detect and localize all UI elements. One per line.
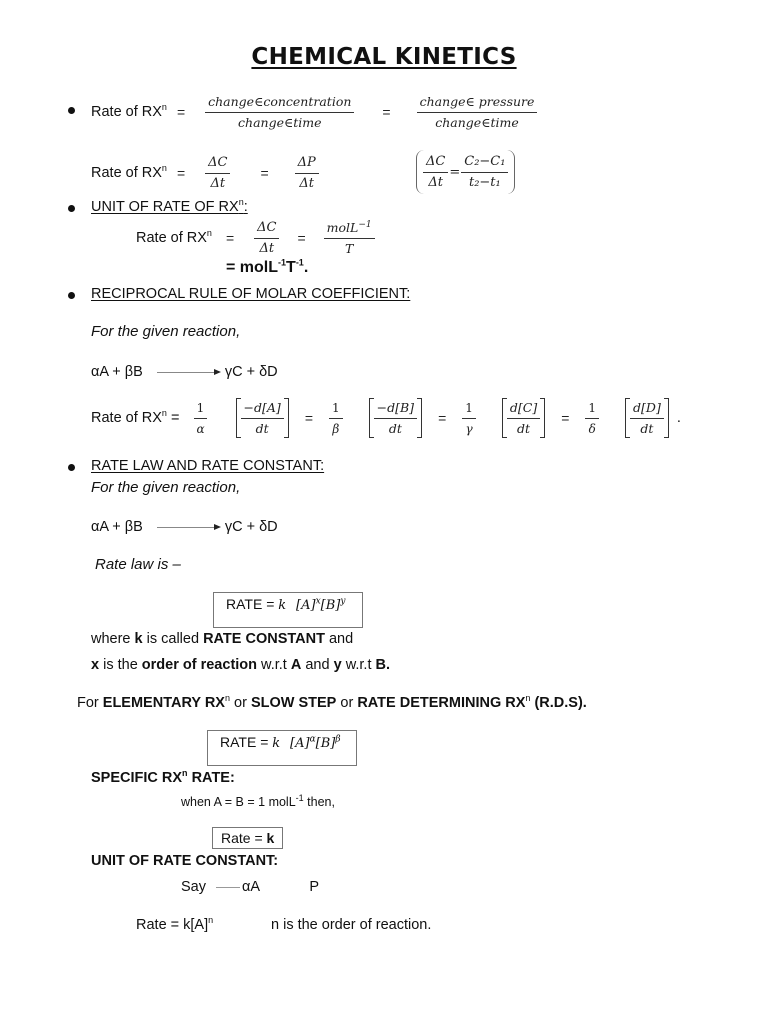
bullet (68, 205, 75, 212)
reaction-equation: αA + βB γC + δD (91, 519, 278, 535)
fraction-pressure: $\frac{\text{change∈ pressure}}{\text{change∈time}}$ (417, 94, 538, 131)
specific-rate-heading: SPECIFIC $RX^n$ RATE: (91, 768, 235, 786)
equals-sign: = (176, 104, 186, 120)
reciprocal-rate-equation: Rate of $RX^n$ = $\frac{1}{\alpha}$ $\frac{-d[A]}{dt}$ = $\frac{1}{\beta}$ $\frac{-d[B]}{dt}$ = $\frac{1}{\gamma}$ $\frac{d[C]}{dt}$ = $\frac{1}{\delta}$ $\frac{d[D]}{dt}$ . (91, 396, 681, 440)
page-title: CHEMICAL KINETICS (251, 44, 517, 70)
order-definition: x is the order of reaction w.r.t A and y w.r.t B. (91, 657, 391, 673)
rate-constant-definition: where k is called RATE CONSTANT and (91, 631, 354, 647)
fraction-dc-dt: $\frac{\Delta C}{\Delta t}$ (205, 155, 230, 192)
intro-text: For the given reaction, (91, 323, 241, 340)
order-note: n is the order of reaction. (271, 917, 432, 933)
specific-rate-condition: when A = B = 1 molL$^{-1}$ then, (181, 792, 335, 809)
section-heading-rate-law: RATE LAW AND RATE CONSTANT: (91, 458, 325, 474)
rate-law-box: RATE = k $[A]^x[B]^y$ (213, 592, 363, 628)
unit-rate-result: = $molL^{-1}T^{-1}$. (226, 257, 309, 276)
equals-sign: = (382, 104, 391, 120)
rate-label: Rate of $RX^n$ (91, 102, 167, 120)
bullet (68, 292, 75, 299)
unit-rate-equation: Rate of $RX^n$ = $\frac{\Delta C}{\Delta t}$ = $\frac{molL^{-1}}{T}$ (136, 218, 375, 258)
arrow-line (216, 887, 240, 888)
bullet (68, 464, 75, 471)
rate-equals-k-box: Rate = k (212, 827, 283, 849)
intro-text: For the given reaction, (91, 479, 241, 496)
arrow-icon (157, 372, 215, 373)
section-heading-unit-rate: UNIT OF RATE OF $RX^n$: (91, 197, 248, 215)
rate-order-equation: Rate = $k[A]^n$ (136, 915, 214, 933)
unit-rate-constant-heading: UNIT OF RATE CONSTANT: (91, 853, 279, 869)
rate-delta-line: Rate of $RX^n$ = $\frac{\Delta C}{\Delta t}$ = $\frac{\Delta P}{\Delta t}$ (91, 152, 319, 194)
say-reaction: Say αA P (181, 879, 319, 895)
rate-law-label: Rate law is – (95, 556, 181, 573)
section-heading-reciprocal: RECIPROCAL RULE OF MOLAR COEFFICIENT: (91, 286, 411, 302)
delta-definition: $\frac{\Delta C}{\Delta t}$ = $\frac{\text{C₂−C₁}}{\text{t₂−t₁}}$ (416, 150, 515, 194)
fraction-concentration: $\frac{\text{change∈concentration}}{\text{change∈time}}$ (205, 94, 354, 131)
fraction-dp-dt: $\frac{\Delta P}{\Delta t}$ (295, 155, 319, 192)
arrow-icon (157, 527, 215, 528)
bullet (68, 107, 75, 114)
reaction-equation: αA + βB γC + δD (91, 364, 278, 380)
elementary-reaction-note: For ELEMENTARY $RX^n$ or SLOW STEP or RATE DETERMINING $RX^n$ (R.D.S). (77, 693, 587, 711)
elementary-rate-box: RATE = k $[A]^\alpha[B]^\beta$ (207, 730, 357, 766)
rate-definition (91, 92, 537, 132)
